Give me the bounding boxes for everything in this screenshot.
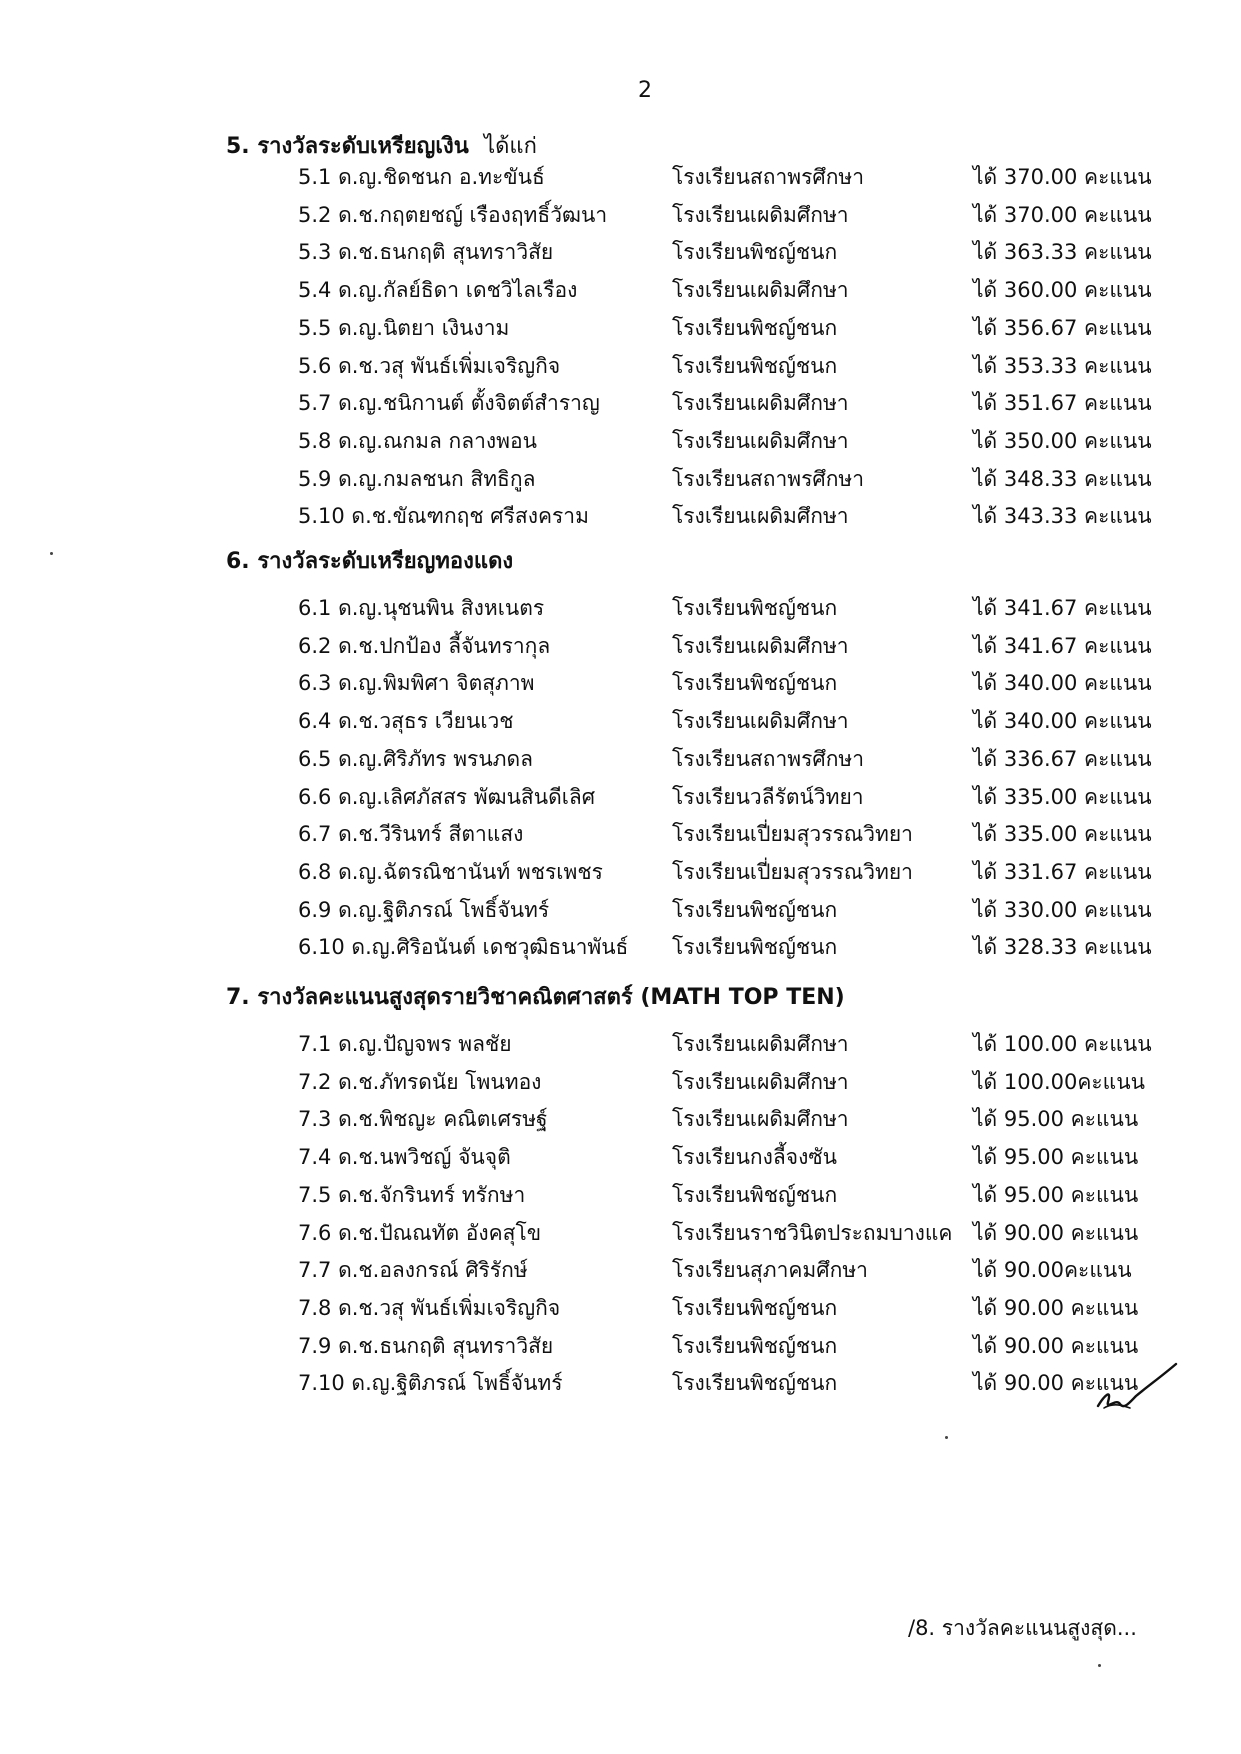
score-text: ได้ 340.00 คะแนน bbox=[973, 709, 1152, 733]
score-text: ได้ 90.00คะแนน bbox=[973, 1258, 1132, 1282]
section-heading bbox=[226, 543, 513, 578]
award-entry bbox=[0, 1102, 1241, 1136]
award-entry bbox=[0, 198, 1241, 232]
student-name: 5.3 ด.ช.ธนกฤติ สุนทราวิสัย bbox=[298, 240, 554, 264]
score-text: ได้ 100.00 คะแนน bbox=[973, 1032, 1152, 1056]
student-name: 6.10 ด.ญ.ศิริอนันต์ เดชวุฒิธนาพันธ์ bbox=[298, 935, 629, 959]
school-name: โรงเรียนสุภาคมศึกษา bbox=[672, 1258, 868, 1282]
score-text: ได้ 335.00 คะแนน bbox=[973, 822, 1152, 846]
student-name: 6.3 ด.ญ.พิมพิศา จิตสุภาพ bbox=[298, 671, 535, 695]
student-name: 6.1 ด.ญ.นุชนพิน สิงหเนตร bbox=[298, 596, 545, 620]
score-text: ได้ 331.67 คะแนน bbox=[973, 860, 1152, 884]
student-name: 6.5 ด.ญ.ศิริภัทร พรนภดล bbox=[298, 747, 534, 771]
school-name: โรงเรียนเผดิมศึกษา bbox=[672, 203, 849, 227]
school-name: โรงเรียนเผดิมศึกษา bbox=[672, 1070, 849, 1094]
score-text: ได้ 341.67 คะแนน bbox=[973, 596, 1152, 620]
score-text: ได้ 90.00 คะแนน bbox=[973, 1334, 1139, 1358]
award-entry bbox=[0, 855, 1241, 889]
school-name: โรงเรียนพิชญ์ชนก bbox=[672, 1371, 838, 1395]
student-name: 6.7 ด.ช.วีรินทร์ สีตาแสง bbox=[298, 822, 524, 846]
award-entry bbox=[0, 311, 1241, 345]
award-entry bbox=[0, 1253, 1241, 1287]
award-entry bbox=[0, 1291, 1241, 1325]
award-entry bbox=[0, 1216, 1241, 1250]
section-heading bbox=[226, 128, 537, 163]
school-name: โรงเรียนกงลี้จงซัน bbox=[672, 1145, 837, 1169]
score-text: ได้ 356.67 คะแนน bbox=[973, 316, 1152, 340]
student-name: 5.7 ด.ญ.ชนิกานต์ ตั้งจิตต์สำราญ bbox=[298, 391, 600, 415]
student-name: 5.9 ด.ญ.กมลชนก สิทธิกูล bbox=[298, 467, 536, 491]
school-name: โรงเรียนพิชญ์ชนก bbox=[672, 240, 838, 264]
score-text: ได้ 350.00 คะแนน bbox=[973, 429, 1152, 453]
school-name: โรงเรียนเผดิมศึกษา bbox=[672, 391, 849, 415]
score-text: ได้ 90.00 คะแนน bbox=[973, 1221, 1139, 1245]
section-heading-text: 6. รางวัลระดับเหรียญทองแดง bbox=[226, 549, 514, 574]
page-number: 2 bbox=[638, 78, 652, 103]
award-entry bbox=[0, 424, 1241, 458]
award-entry bbox=[0, 349, 1241, 383]
school-name: โรงเรียนเปี่ยมสุวรรณวิทยา bbox=[672, 822, 913, 846]
section-heading-text: 7. รางวัลคะแนนสูงสุดรายวิชาคณิตศาสตร์ (MATH TOP TEN) bbox=[226, 985, 845, 1010]
scan-speck bbox=[50, 552, 53, 555]
school-name: โรงเรียนเผดิมศึกษา bbox=[672, 634, 849, 658]
score-text: ได้ 348.33 คะแนน bbox=[973, 467, 1152, 491]
score-text: ได้ 363.33 คะแนน bbox=[973, 240, 1152, 264]
student-name: 5.8 ด.ญ.ณกมล กลางพอน bbox=[298, 429, 537, 453]
award-entry bbox=[0, 629, 1241, 663]
school-name: โรงเรียนวลีรัตน์วิทยา bbox=[672, 785, 864, 809]
school-name: โรงเรียนพิชญ์ชนก bbox=[672, 1183, 838, 1207]
award-entry bbox=[0, 462, 1241, 496]
student-name: 7.5 ด.ช.จักรินทร์ ทรักษา bbox=[298, 1183, 526, 1207]
award-entry bbox=[0, 742, 1241, 776]
score-text: ได้ 370.00 คะแนน bbox=[973, 203, 1152, 227]
scan-speck bbox=[1098, 1664, 1101, 1667]
award-entry bbox=[0, 1027, 1241, 1061]
student-name: 5.6 ด.ช.วสุ พันธ์เพิ่มเจริญกิจ bbox=[298, 354, 561, 378]
score-text: ได้ 100.00คะแนน bbox=[973, 1070, 1145, 1094]
student-name: 6.8 ด.ญ.ฉัตรณิชานันท์ พชรเพชร bbox=[298, 860, 603, 884]
student-name: 7.3 ด.ช.พิชญะ คณิตเศรษฐ์ bbox=[298, 1107, 548, 1131]
score-text: ได้ 370.00 คะแนน bbox=[973, 165, 1152, 189]
score-text: ได้ 336.67 คะแนน bbox=[973, 747, 1152, 771]
student-name: 6.4 ด.ช.วสุธร เวียนเวช bbox=[298, 709, 514, 733]
award-entry bbox=[0, 1065, 1241, 1099]
school-name: โรงเรียนเผดิมศึกษา bbox=[672, 1107, 849, 1131]
student-name: 5.1 ด.ญ.ชิดชนก อ.ทะขันธ์ bbox=[298, 165, 545, 189]
student-name: 7.1 ด.ญ.ปัญจพร พลชัย bbox=[298, 1032, 512, 1056]
student-name: 5.4 ด.ญ.กัลย์ธิดา เดชวิไลเรือง bbox=[298, 278, 578, 302]
school-name: โรงเรียนราชวินิตประถมบางแค bbox=[672, 1221, 953, 1245]
student-name: 6.2 ด.ช.ปกป้อง ลี้จันทรากุล bbox=[298, 634, 551, 658]
score-text: ได้ 351.67 คะแนน bbox=[973, 391, 1152, 415]
continuation-note: /8. รางวัลคะแนนสูงสุด... bbox=[908, 1616, 1137, 1640]
award-entry bbox=[0, 1329, 1241, 1363]
award-entry bbox=[0, 817, 1241, 851]
score-text: ได้ 353.33 คะแนน bbox=[973, 354, 1152, 378]
score-text: ได้ 90.00 คะแนน bbox=[973, 1296, 1139, 1320]
section-heading bbox=[226, 979, 845, 1014]
school-name: โรงเรียนสถาพรศึกษา bbox=[672, 747, 865, 771]
student-name: 7.10 ด.ญ.ฐิติภรณ์ โพธิ์จันทร์ bbox=[298, 1371, 563, 1395]
score-text: ได้ 330.00 คะแนน bbox=[973, 898, 1152, 922]
score-text: ได้ 328.33 คะแนน bbox=[973, 935, 1152, 959]
score-text: ได้ 341.67 คะแนน bbox=[973, 634, 1152, 658]
section-heading-suffix: ได้แก่ bbox=[484, 134, 537, 159]
school-name: โรงเรียนพิชญ์ชนก bbox=[672, 354, 838, 378]
school-name: โรงเรียนพิชญ์ชนก bbox=[672, 671, 838, 695]
award-entry bbox=[0, 930, 1241, 964]
section-heading-text: 5. รางวัลระดับเหรียญเงิน bbox=[226, 134, 469, 159]
student-name: 7.8 ด.ช.วสุ พันธ์เพิ่มเจริญกิจ bbox=[298, 1296, 561, 1320]
score-text: ได้ 335.00 คะแนน bbox=[973, 785, 1152, 809]
award-entry bbox=[0, 780, 1241, 814]
school-name: โรงเรียนสถาพรศึกษา bbox=[672, 165, 865, 189]
school-name: โรงเรียนพิชญ์ชนก bbox=[672, 1334, 838, 1358]
award-entry bbox=[0, 1140, 1241, 1174]
student-name: 6.9 ด.ญ.ฐิติภรณ์ โพธิ์จันทร์ bbox=[298, 898, 550, 922]
student-name: 5.5 ด.ญ.นิตยา เงินงาม bbox=[298, 316, 510, 340]
score-text: ได้ 95.00 คะแนน bbox=[973, 1145, 1139, 1169]
school-name: โรงเรียนเผดิมศึกษา bbox=[672, 709, 849, 733]
school-name: โรงเรียนพิชญ์ชนก bbox=[672, 898, 838, 922]
school-name: โรงเรียนสถาพรศึกษา bbox=[672, 467, 865, 491]
school-name: โรงเรียนเผดิมศึกษา bbox=[672, 504, 849, 528]
student-name: 6.6 ด.ญ.เลิศภัสสร พัฒนสินดีเลิศ bbox=[298, 785, 596, 809]
school-name: โรงเรียนพิชญ์ชนก bbox=[672, 596, 838, 620]
score-text: ได้ 90.00 คะแนน bbox=[973, 1371, 1139, 1395]
student-name: 7.2 ด.ช.ภัทรดนัย โพนทอง bbox=[298, 1070, 542, 1094]
school-name: โรงเรียนเผดิมศึกษา bbox=[672, 429, 849, 453]
school-name: โรงเรียนเผดิมศึกษา bbox=[672, 1032, 849, 1056]
award-entry bbox=[0, 1366, 1241, 1400]
award-entry bbox=[0, 704, 1241, 738]
scan-speck bbox=[945, 1436, 948, 1439]
school-name: โรงเรียนพิชญ์ชนก bbox=[672, 316, 838, 340]
score-text: ได้ 95.00 คะแนน bbox=[973, 1183, 1139, 1207]
award-entry bbox=[0, 273, 1241, 307]
score-text: ได้ 360.00 คะแนน bbox=[973, 278, 1152, 302]
award-entry bbox=[0, 235, 1241, 269]
award-entry bbox=[0, 1178, 1241, 1212]
score-text: ได้ 340.00 คะแนน bbox=[973, 671, 1152, 695]
handwritten-signature bbox=[1090, 1358, 1180, 1418]
score-text: ได้ 343.33 คะแนน bbox=[973, 504, 1152, 528]
student-name: 5.10 ด.ช.ขัณฑกฤช ศรีสงคราม bbox=[298, 504, 589, 528]
award-entry bbox=[0, 666, 1241, 700]
student-name: 7.9 ด.ช.ธนกฤติ สุนทราวิสัย bbox=[298, 1334, 554, 1358]
student-name: 5.2 ด.ช.กฤตยชญ์ เรืองฤทธิ์วัฒนา bbox=[298, 203, 608, 227]
student-name: 7.4 ด.ช.นพวิชญ์ จันจุติ bbox=[298, 1145, 511, 1169]
award-entry bbox=[0, 893, 1241, 927]
school-name: โรงเรียนเปี่ยมสุวรรณวิทยา bbox=[672, 860, 913, 884]
award-entry bbox=[0, 591, 1241, 625]
school-name: โรงเรียนเผดิมศึกษา bbox=[672, 278, 849, 302]
award-entry bbox=[0, 386, 1241, 420]
student-name: 7.6 ด.ช.ปัณณทัต อังคสุโข bbox=[298, 1221, 542, 1245]
student-name: 7.7 ด.ช.อลงกรณ์ ศิริรักษ์ bbox=[298, 1258, 528, 1282]
award-entry bbox=[0, 160, 1241, 194]
score-text: ได้ 95.00 คะแนน bbox=[973, 1107, 1139, 1131]
award-entry bbox=[0, 499, 1241, 533]
school-name: โรงเรียนพิชญ์ชนก bbox=[672, 1296, 838, 1320]
school-name: โรงเรียนพิชญ์ชนก bbox=[672, 935, 838, 959]
